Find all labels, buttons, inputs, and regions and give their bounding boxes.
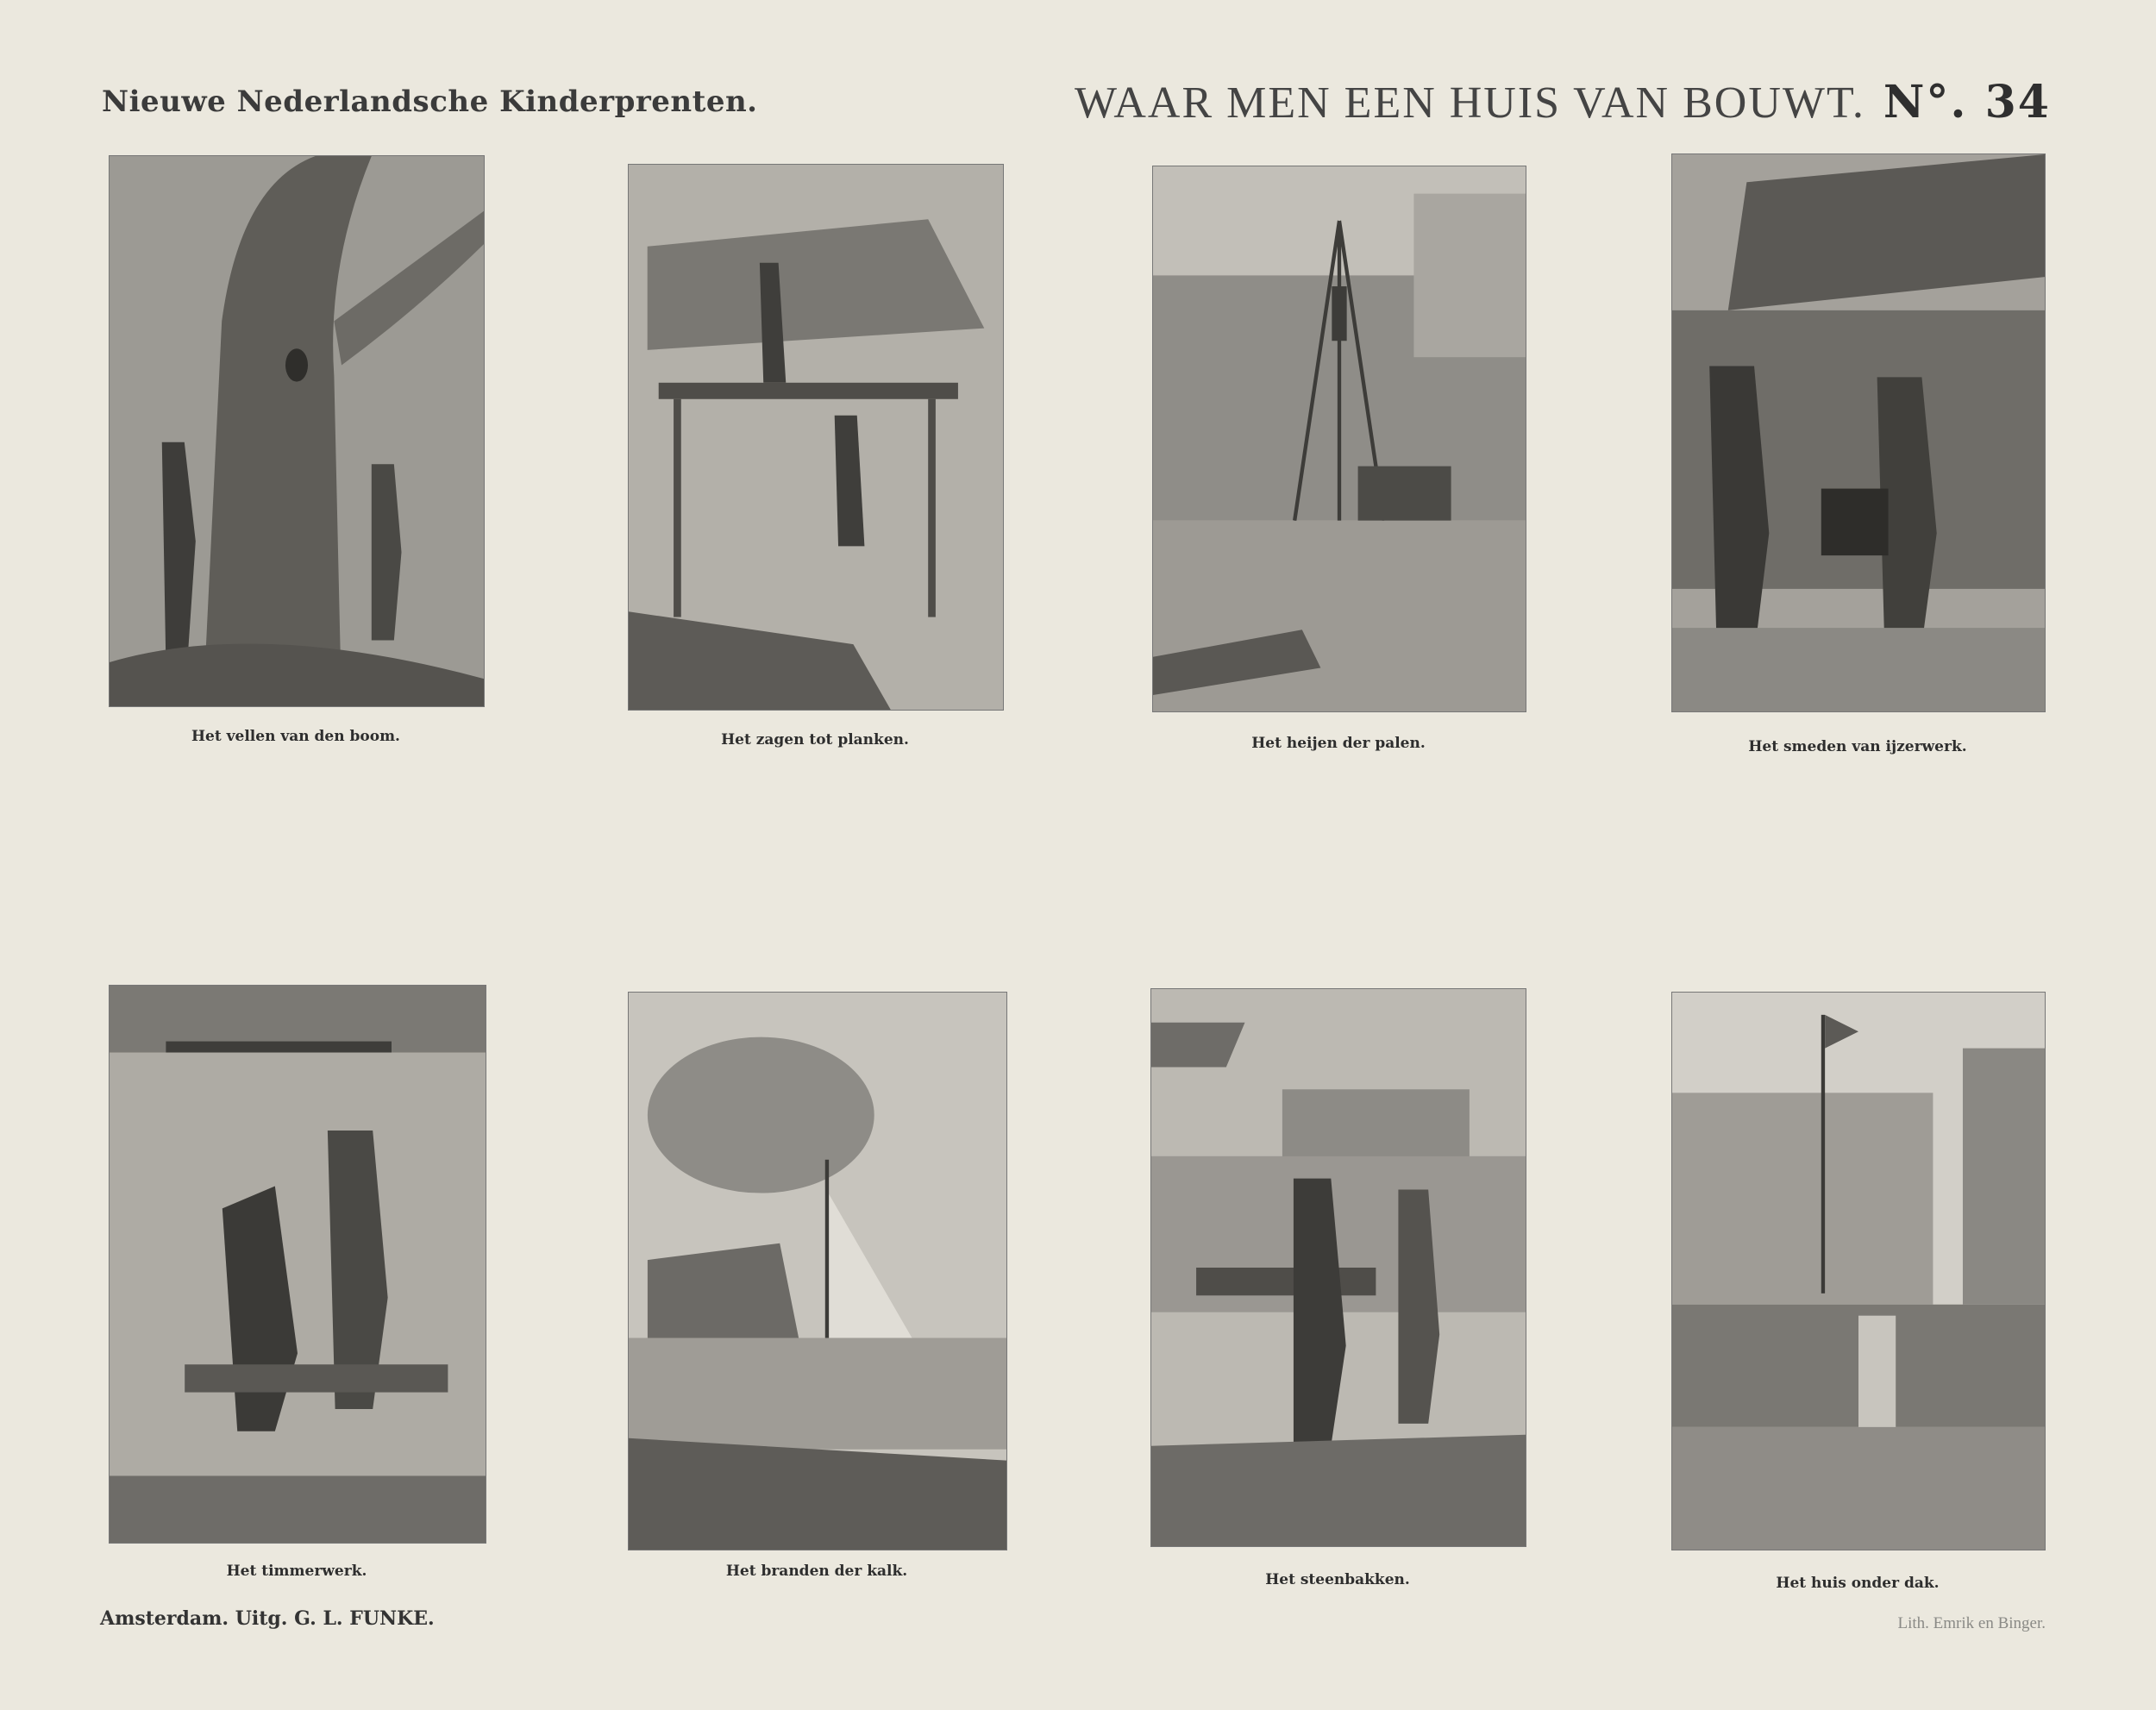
sheet-number: N°. 34: [1883, 76, 2051, 128]
tree-felling-image: [110, 156, 484, 706]
series-title: Nieuwe Nederlandsche Kinderprenten.: [102, 85, 758, 119]
illustration-pile-driving: [1152, 166, 1526, 712]
illustration-carpentry: [109, 985, 486, 1544]
sheet-title: [1075, 76, 2051, 128]
illustration-blacksmith: [1671, 153, 2046, 712]
printer-imprint: Lith. Emrik en Binger.: [1897, 1614, 2046, 1632]
caption-house-topping-out: Het huis onder dak.: [1776, 1575, 1940, 1592]
caption-pile-driving: Het heijen der palen.: [1251, 735, 1426, 752]
caption-tree-felling: Het vellen van den boom.: [191, 728, 400, 745]
caption-brick-making: Het steenbakken.: [1265, 1571, 1410, 1588]
caption-blacksmith: Het smeden van ijzerwerk.: [1748, 738, 1967, 755]
blacksmith-image: [1672, 154, 2045, 711]
caption-lime-burning: Het branden der kalk.: [725, 1563, 908, 1580]
publisher-imprint: Amsterdam. Uitg. G. L. FUNKE.: [100, 1607, 435, 1630]
illustration-lime-burning: [628, 992, 1007, 1550]
sawing-planks-image: [629, 165, 1003, 710]
caption-sawing-planks: Het zagen tot planken.: [721, 731, 909, 749]
illustration-tree-felling: [109, 155, 485, 707]
house-topping-out-image: [1672, 993, 2045, 1550]
brick-making-image: [1151, 989, 1526, 1546]
lime-burning-image: [629, 993, 1006, 1550]
illustration-sawing-planks: [628, 164, 1004, 711]
illustration-brick-making: [1150, 988, 1526, 1547]
sheet-title-text: WAAR MEN EEN HUIS VAN BOUWT.: [1075, 78, 1865, 128]
pile-driving-image: [1153, 166, 1526, 711]
illustration-house-topping-out: [1671, 992, 2046, 1550]
caption-carpentry: Het timmerwerk.: [226, 1563, 367, 1580]
carpentry-image: [110, 986, 486, 1543]
